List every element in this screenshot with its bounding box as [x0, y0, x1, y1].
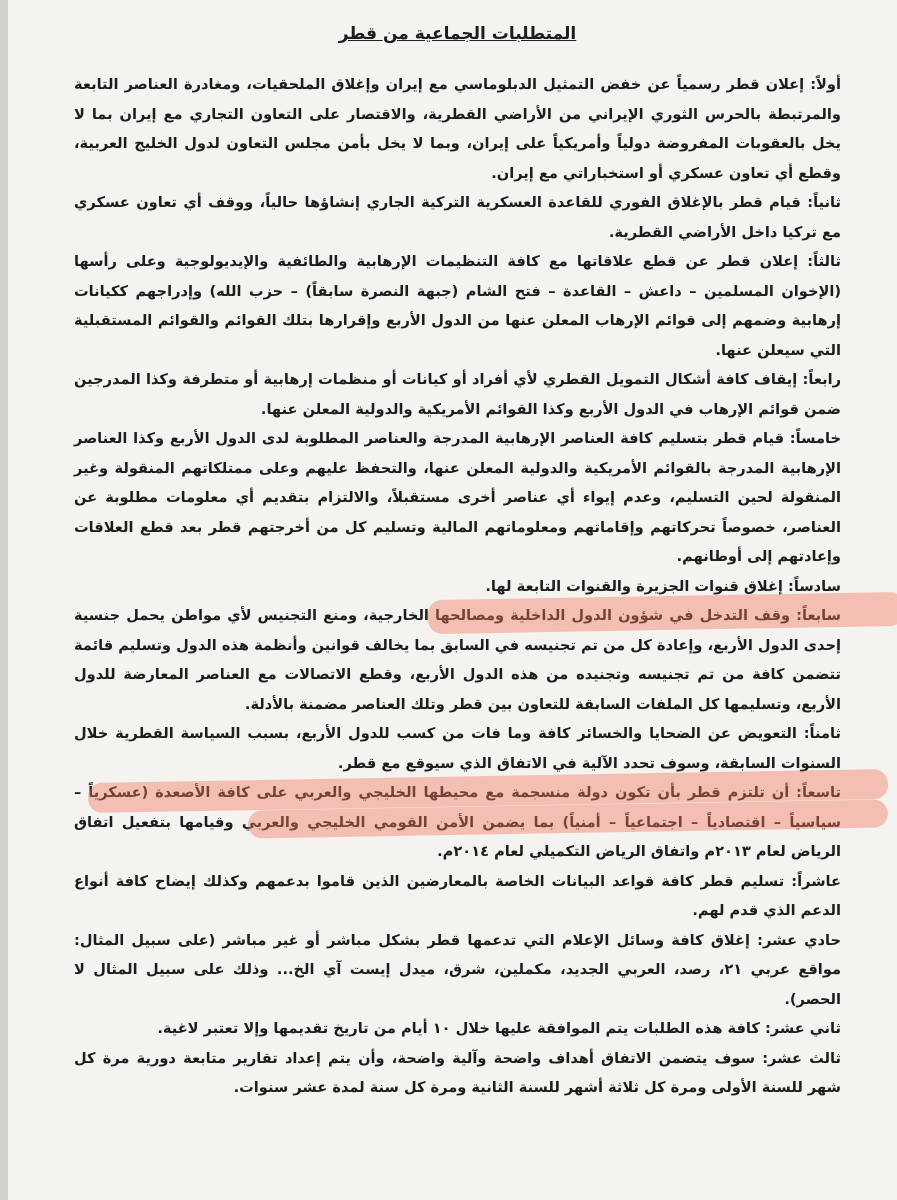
- demand-paragraph-3: ثالثاً: إعلان قطر عن قطع علاقاتها مع كافة التنظيمات الإرهابية والطائفية والإيديولوجية وعلى رأسها (الإخوان المسلمين – داعش – القاعدة – فتح الشام (جبهة النصرة سابقاً) – حزب الله) وإدراجهم ككيانات إرهابية وضمهم إلى قوائم الإرهاب المعلن عنها من الدول الأربع وإقرارها بتلك القوائم والقوائم المستقبلية التي سيعلن عنها.: [74, 253, 841, 359]
- demand-paragraph-9: تاسعاً: أن تلتزم قطر بأن تكون دولة منسجمة مع محيطها الخليجي والعربي على كافة الأصعدة (عسكرياً – سياسياً – اقتصادياً – اجتماعياً – أمنياً) بما يضمن الأمن القومي الخليجي والعربي وقيامها بتفعيل اتفاق الرياض لعام ٢٠١٣م واتفاق الرياض التكميلي لعام ٢٠١٤م.: [74, 784, 841, 860]
- demand-paragraph-6: سادساً: إغلاق قنوات الجزيرة والقنوات التابعة لها.: [485, 577, 841, 595]
- demand-paragraph-4: رابعاً: إيقاف كافة أشكال التمويل القطري لأي أفراد أو كيانات أو منظمات إرهابية أو متطرفة وكذا المدرجين ضمن قوائم الإرهاب في الدول الأربع وكذا القوائم الأمريكية والدولية المعلن عنها.: [74, 371, 841, 418]
- demand-paragraph-5: خامساً: قيام قطر بتسليم كافة العناصر الإرهابية المدرجة والعناصر المطلوبة لدى الدول الأربع وكذا العناصر الإرهابية المدرجة بالقوائم الأمريكية والدولية المعلن عنها، والتحفظ عليهم وعلى ممتلكاتهم المنقولة وغير المنقولة لحين التسليم، وعدم إيواء أي عناصر أخرى مستقبلاً، والالتزام بتقديم أي معلومات مطلوبة عن العناصر، خصوصاً تحركاتهم وإقاماتهم ومعلوماتهم المالية وتسليم كل من أخرجتهم قطر بعد قطع العلاقات وإعادتهم إلى أوطانهم.: [74, 430, 841, 565]
- demand-paragraph-12: ثاني عشر: كافة هذه الطلبات يتم الموافقة عليها خلال ١٠ أيام من تاريخ تقديمها وإلا تعتبر لاغية.: [157, 1020, 841, 1037]
- demand-paragraph-2: ثانياً: قيام قطر بالإغلاق الفوري للقاعدة العسكرية التركية الجاري إنشاؤها حالياً، ووقف أي تعاون عسكري مع تركيا داخل الأراضي القطرية.: [74, 194, 841, 241]
- demand-paragraph-11: حادي عشر: إغلاق كافة وسائل الإعلام التي تدعمها قطر بشكل مباشر أو غير مباشر (على سبيل المثال: مواقع عربي ٢١، رصد، العربي الجديد، مكملين، شرق، ميدل إيست آي الخ... وذلك على سبيل المثال لا الحصر).: [74, 931, 841, 1008]
- demand-paragraph-8: ثامناً: التعويض عن الضحايا والخسائر كافة وما فات من كسب للدول الأربع، بسبب السياسة القطرية خلال السنوات السابقة، وسوف تحدد الآلية في الاتفاق الذي سيوقع مع قطر.: [74, 725, 841, 772]
- demand-paragraph-13: ثالث عشر: سوف يتضمن الاتفاق أهداف واضحة وآلية واضحة، وأن يتم إعداد تقارير متابعة دورية مرة كل شهر للسنة الأولى ومرة كل ثلاثة أشهر للسنة الثانية ومرة كل سنة لمدة عشر سنوات.: [74, 1049, 841, 1096]
- demand-paragraph-1: أولاً: إعلان قطر رسمياً عن خفض التمثيل الدبلوماسي مع إيران وإغلاق الملحقيات، ومغادرة العناصر التابعة والمرتبطة بالحرس الثوري الإيراني من الأراضي القطرية، والاقتصار على التعاون التجاري مع إيران بما لا يخل بالعقوبات المفروضة دولياً وأمريكياً على إيران، وبما لا يخل بأمن مجلس التعاون لدول الخليج العربية، وقطع أي تعاون عسكري أو استخباراتي مع إيران.: [74, 76, 841, 182]
- document-title: المتطلبات الجماعية من قطر: [338, 24, 577, 44]
- demand-paragraph-10: عاشراً: تسليم قطر كافة قواعد البيانات الخاصة بالمعارضين الذين قاموا بدعمهم وكذلك إيضاح كافة أنواع الدعم الذي قدم لهم.: [74, 872, 841, 919]
- demand-paragraph-7: سابعاً: وقف التدخل في شؤون الدول الداخلية ومصالحها الخارجية، ومنع التجنيس لأي مواطن يحمل جنسية إحدى الدول الأربع، وإعادة كل من تم تجنيسه في السابق بما يخالف قوانين وأنظمة هذه الدول وتسليم قائمة تتضمن كافة من تم تجنيسه وتجنيده من هذه الدول الأربع، وقطع الاتصالات مع العناصر المعارضة للدول الأربع، وتسليمها كل الملفات السابقة للتعاون بين قطر وتلك العناصر مضمنة بالأدلة.: [74, 607, 841, 713]
